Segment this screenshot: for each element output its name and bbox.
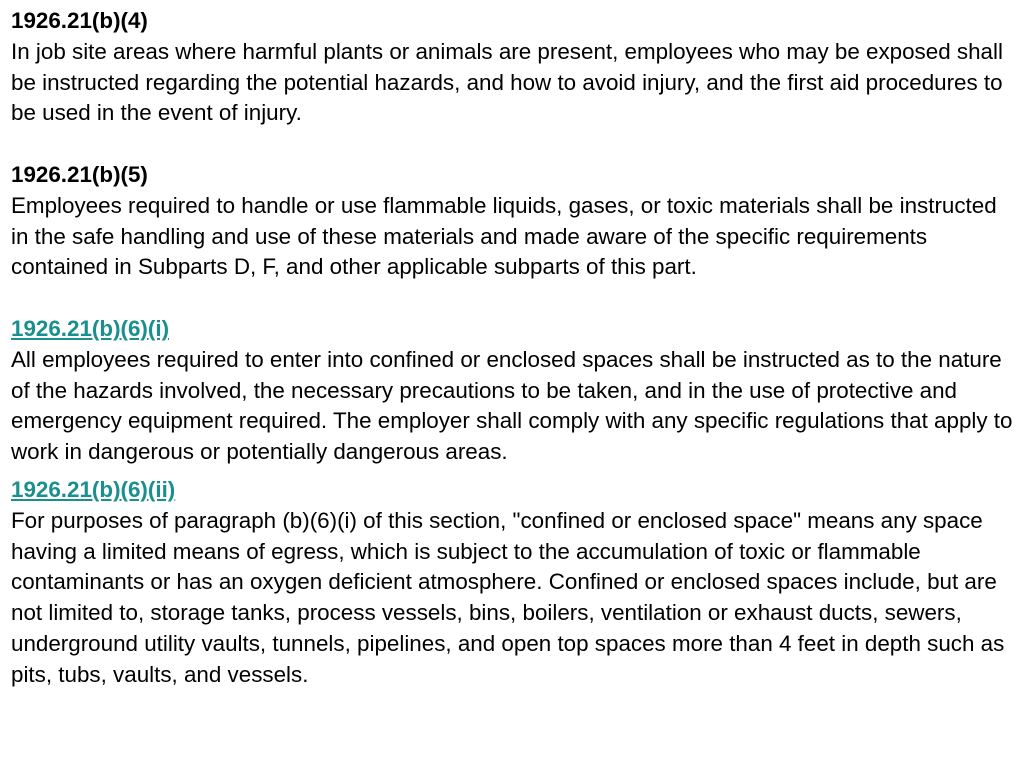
section-heading-link[interactable]: 1926.21(b)(6)(ii) (11, 476, 176, 502)
section-1926-21-b-6-ii (11, 475, 1014, 691)
section-1926-21-b-5 (11, 160, 1014, 283)
section-1926-21-b-6-i (11, 314, 1014, 468)
section-body-text: All employees required to enter into confined or enclosed spaces shall be instructed as to the nature of the hazards involved, the necessary precautions to be taken, and in the use of protective and emergency equipment required. The employer shall comply with any specific regulations that apply to work in dangerous or potentially dangerous areas. (11, 346, 1013, 465)
section-spacer (11, 468, 1014, 475)
section-heading: 1926.21(b)(4) (11, 8, 148, 33)
section-body-text: Employees required to handle or use flammable liquids, gases, or toxic materials shall be instructed in the safe handling and use of these materials and made aware of the specific requirements contained in Subparts D, F, and other applicable subparts of this part. (11, 192, 997, 280)
section-body-text: For purposes of paragraph (b)(6)(i) of this section, "confined or enclosed space" means any space having a limited means of egress, which is subject to the accumulation of toxic or flammable contaminants or has an oxygen deficient atmosphere. Confined or enclosed spaces include, but are not limited to, storage tanks, process vessels, bins, boilers, ventilation or exhaust ducts, sewers, underground utility vaults, tunnels, pipelines, and open top spaces more than 4 feet in depth such as pits, tubs, vaults, and vessels. (11, 507, 1005, 687)
section-spacer (11, 129, 1014, 160)
section-spacer (11, 283, 1014, 314)
section-1926-21-b-4 (11, 6, 1014, 129)
section-heading-link[interactable]: 1926.21(b)(6)(i) (11, 315, 170, 341)
section-heading: 1926.21(b)(5) (11, 161, 148, 187)
section-body-text: In job site areas where harmful plants or animals are present, employees who may be exposed shall be instructed regarding the potential hazards, and how to avoid injury, and the first aid procedures to be used in the event of injury. (11, 38, 1003, 126)
